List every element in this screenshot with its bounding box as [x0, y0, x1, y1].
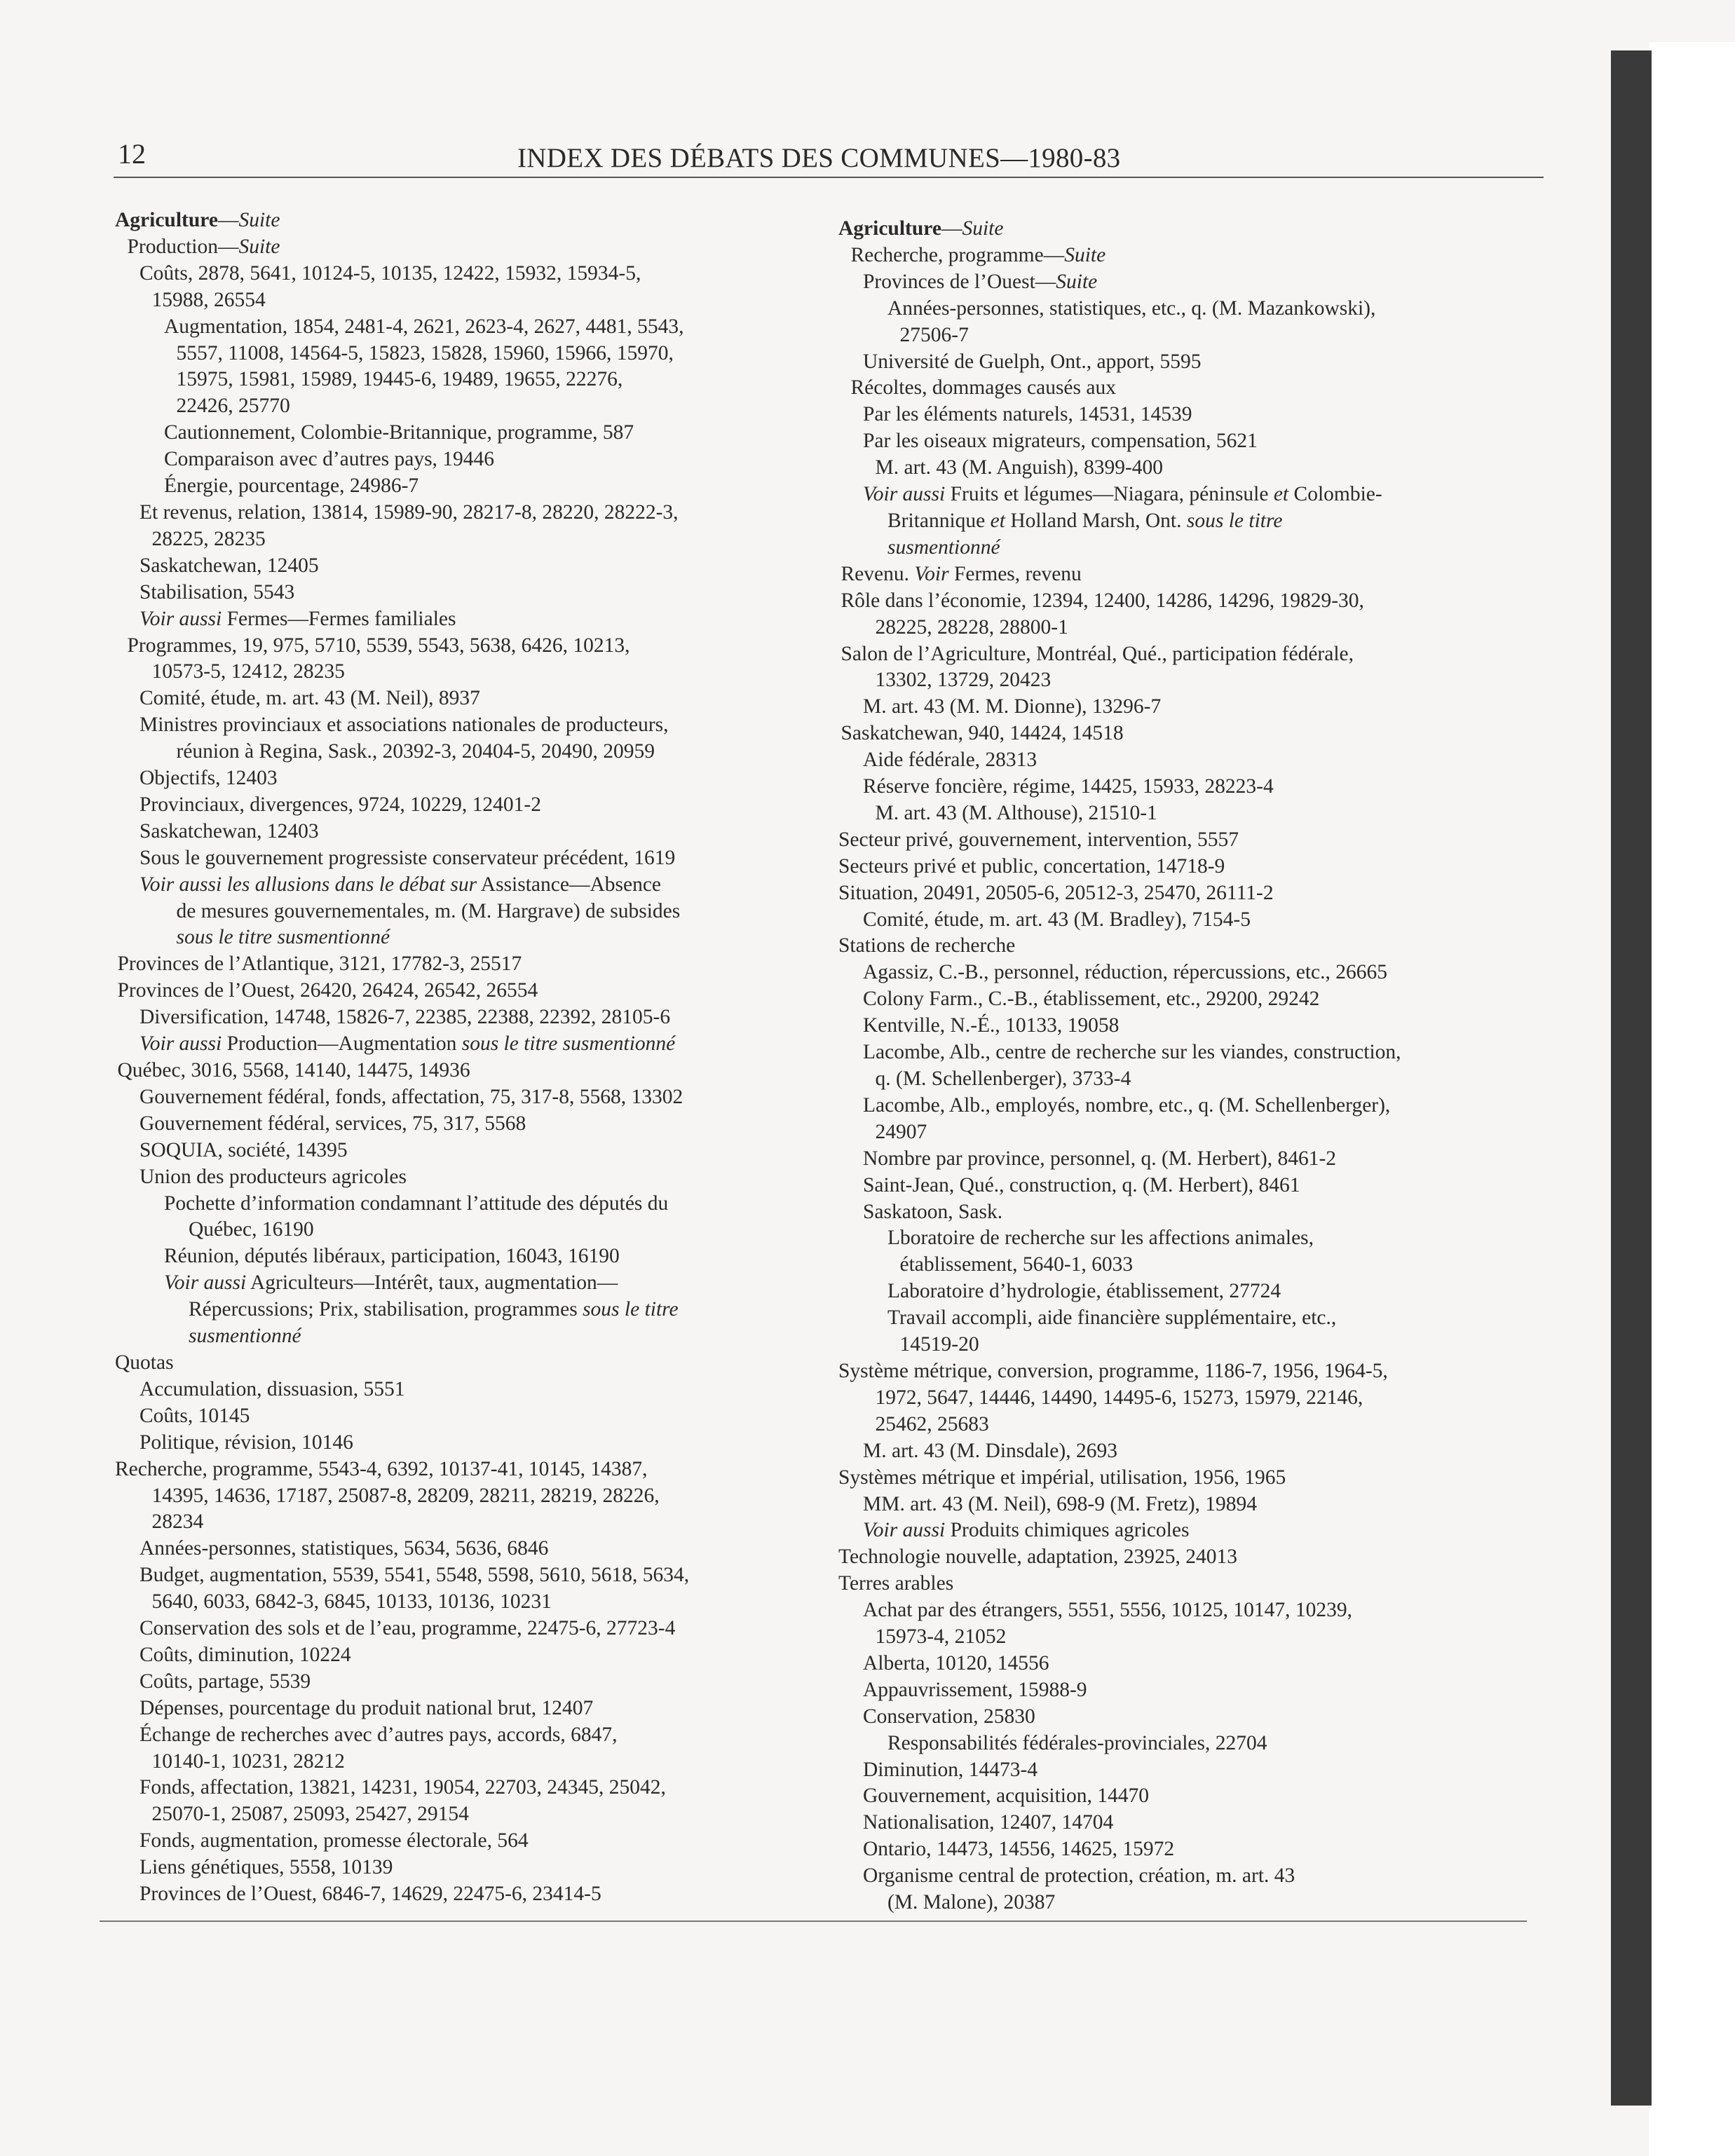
index-entry-text: 5557, 11008, 14564-5, 15823, 15828, 15960, 15966, 15970, [176, 341, 674, 364]
index-entry-text: Terres arables [838, 1572, 954, 1595]
index-entry-text: Lacombe, Alb., centre de recherche sur les viandes, construction, [863, 1041, 1401, 1064]
index-entry-text: Union des producteurs agricoles [140, 1165, 407, 1188]
index-entry-text: Technologie nouvelle, adaptation, 23925, 24013 [838, 1546, 1237, 1569]
index-entry-text: Lacombe, Alb., employés, nombre, etc., q. (M. Schellenberger), [863, 1093, 1391, 1117]
index-entry [838, 747, 1539, 774]
index-entry [838, 588, 1539, 615]
index-entry [115, 420, 788, 446]
page-number: 12 [118, 138, 146, 170]
index-entry-text: Sous le gouvernement progressiste conservateur précédent, 1619 [140, 846, 676, 869]
index-entry [115, 792, 788, 819]
index-entry-text: Saskatoon, Sask. [863, 1200, 1003, 1223]
index-entry [115, 845, 788, 872]
index-entry-text: sous le titre [583, 1298, 679, 1321]
index-entry-text: sous le titre susmentionné [461, 1032, 676, 1056]
index-entry [838, 933, 1539, 960]
index-entry-text: Voir aussi [140, 1032, 222, 1056]
index-entry-text: Voir aussi [863, 1519, 946, 1542]
index-entry [115, 314, 788, 341]
index-entry-text: Responsabilités fédérales-provinciales, 22704 [887, 1731, 1267, 1754]
index-entry [838, 482, 1539, 508]
index-entry-text: Québec, 3016, 5568, 14140, 14475, 14936 [117, 1059, 470, 1082]
index-entry-text: Gouvernement fédéral, services, 75, 317, 5568 [140, 1112, 526, 1135]
index-entry-text: Production—Augmentation [222, 1032, 462, 1056]
index-entry-text: Kentville, N.-É., 10133, 19058 [863, 1014, 1120, 1037]
index-entry [115, 925, 788, 951]
index-entry [115, 606, 788, 633]
index-entry-text: Fermes—Fermes familiales [222, 607, 456, 630]
index-entry [838, 1093, 1539, 1119]
index-entry-text: q. (M. Schellenberger), 3733-4 [875, 1067, 1131, 1090]
index-entry-text: Gouvernement fédéral, fonds, affectation, 75, 317-8, 5568, 13302 [140, 1085, 683, 1108]
index-entry [115, 1881, 788, 1908]
index-entry [838, 375, 1539, 402]
index-entry-text: Coûts, 2878, 5641, 10124-5, 10135, 12422, 15932, 15934-5, [140, 261, 641, 285]
index-entry-text: Alberta, 10120, 14556 [863, 1651, 1049, 1674]
index-entry [115, 526, 788, 553]
index-entry [115, 978, 788, 1004]
index-entry-text: 22426, 25770 [176, 395, 290, 418]
index-entry-text: Augmentation, 1854, 2481-4, 2621, 2623-4, 2627, 4481, 5543, [164, 315, 684, 338]
index-entry-text: Objectifs, 12403 [140, 767, 278, 790]
index-entry-text: Produits chimiques agricoles [945, 1519, 1190, 1542]
index-entry-text: sous le titre susmentionné [176, 926, 390, 949]
index-entry-text: Agriculture [115, 209, 218, 231]
index-entry [115, 261, 788, 287]
index-entry-text: Budget, augmentation, 5539, 5541, 5548, 5598, 5610, 5618, 5634, [140, 1564, 690, 1587]
index-entry [115, 712, 788, 739]
index-entry-text: Comité, étude, m. art. 43 (M. Bradley), 7154-5 [863, 908, 1251, 931]
index-entry [115, 1536, 788, 1562]
index-entry [838, 827, 1539, 854]
index-entry-text: Production— [127, 235, 239, 258]
index-entry-text: 10573-5, 12412, 28235 [151, 660, 345, 683]
index-entry [838, 1332, 1539, 1358]
index-entry [115, 1031, 788, 1058]
index-entry [115, 1377, 788, 1403]
scan-edge-shadow [1611, 50, 1652, 2106]
index-entry [838, 1890, 1539, 1916]
index-entry [838, 1597, 1539, 1624]
index-entry-text: 14519-20 [899, 1333, 979, 1356]
index-entry [115, 1164, 788, 1191]
index-entry [115, 1191, 788, 1217]
index-entry [838, 1704, 1539, 1731]
index-entry-text: Secteur privé, gouvernement, intervention, 5557 [838, 828, 1239, 851]
index-entry [115, 739, 788, 765]
index-entry-text: Assistance—Absence [477, 873, 662, 896]
index-entry [838, 854, 1539, 880]
index-entry-text: 24907 [875, 1120, 927, 1143]
index-entry [838, 1278, 1539, 1305]
index-entry-text: Coûts, 10145 [140, 1404, 250, 1427]
index-entry-text: Programmes, 19, 975, 5710, 5539, 5543, 5638, 6426, 10213, [127, 634, 630, 657]
index-entry-text: de mesures gouvernementales, m. (M. Hargrave) de subsides [176, 899, 681, 922]
index-entry [838, 1651, 1539, 1677]
index-entry [115, 819, 788, 845]
index-entry-text: Colombie- [1288, 483, 1382, 506]
index-entry-text: Stabilisation, 5543 [140, 580, 295, 603]
index-entry-text: Organisme central de protection, création, m. art. 43 [863, 1864, 1295, 1888]
index-entry-text: 15988, 26554 [151, 288, 266, 311]
index-entry-text: Fruits et légumes—Niagara, péninsule [945, 483, 1274, 506]
index-entry [838, 269, 1539, 296]
index-entry-text: Provinciaux, divergences, 9724, 10229, 12401-2 [140, 793, 541, 816]
index-entry [838, 561, 1539, 588]
index-entry-text: et [1273, 483, 1289, 506]
header-rule [114, 177, 1544, 178]
index-entry-text: Suite [962, 217, 1004, 240]
index-entry-text: Nombre par province, personnel, q. (M. Herbert), 8461-2 [863, 1147, 1337, 1170]
index-entry-text: Politique, révision, 10146 [140, 1431, 353, 1454]
index-entry-text: — [941, 217, 962, 240]
index-entry-text: Récoltes, dommages causés aux [850, 376, 1116, 400]
index-entry-text: Suite [238, 235, 280, 258]
index-entry-text: Situation, 20491, 20505-6, 20512-3, 25470, 26111-2 [838, 881, 1274, 904]
index-entry [838, 1836, 1539, 1863]
index-entry [115, 633, 788, 660]
index-entry [838, 1783, 1539, 1810]
index-entry-text: Coûts, partage, 5539 [140, 1670, 311, 1693]
index-entry-text: Nationalisation, 12407, 14704 [863, 1811, 1114, 1834]
index-entry-text: Conservation, 25830 [863, 1705, 1035, 1728]
index-entry [838, 1544, 1539, 1571]
index-entry [115, 1509, 788, 1536]
index-entry [838, 508, 1539, 535]
index-entry-text: Provinces de l’Ouest, 6846-7, 14629, 22475-6, 23414-5 [140, 1883, 601, 1906]
index-entry-text: (M. Malone), 20387 [887, 1891, 1056, 1914]
index-entry [115, 872, 788, 899]
index-entry-text: réunion à Regina, Sask., 20392-3, 20404-5, 20490, 20959 [176, 740, 655, 763]
index-entry [115, 951, 788, 978]
index-entry-text: Québec, 16190 [189, 1218, 314, 1241]
index-entry-text: Recherche, programme, 5543-4, 6392, 10137-41, 10145, 14387, [115, 1457, 648, 1480]
index-entry [838, 1039, 1539, 1066]
index-entry [115, 393, 788, 420]
index-entry-text: Saskatchewan, 12403 [140, 819, 319, 842]
index-column-left [115, 207, 788, 1908]
index-entry-text: Laboratoire d’hydrologie, établissement, 27724 [887, 1280, 1281, 1303]
index-entry [115, 1430, 788, 1456]
index-entry [838, 694, 1539, 721]
index-entry [115, 1562, 788, 1589]
index-entry [115, 659, 788, 685]
index-entry [838, 721, 1539, 747]
index-entry [115, 1722, 788, 1749]
index-entry-text: Secteurs privé et public, concertation, 14718-9 [838, 854, 1225, 878]
index-entry [115, 899, 788, 925]
index-entry-text: Voir aussi [140, 607, 222, 630]
index-entry-text: Agassiz, C.-B., personnel, réduction, répercussions, etc., 26665 [863, 961, 1387, 984]
index-entry-text: MM. art. 43 (M. Neil), 698-9 (M. Fretz), 19894 [863, 1492, 1258, 1515]
index-entry-text: Par les oiseaux migrateurs, compensation, 5621 [863, 430, 1258, 453]
index-entry-text: Voir [914, 562, 949, 585]
index-entry [838, 428, 1539, 455]
index-entry-text: Par les éléments naturels, 14531, 14539 [863, 403, 1192, 426]
index-entry-text: Système métrique, conversion, programme, 1186-7, 1956, 1964-5, [838, 1359, 1388, 1382]
index-entry [838, 1066, 1539, 1093]
index-entry [838, 1863, 1539, 1890]
index-entry [115, 1642, 788, 1669]
index-entry-text: Réserve foncière, régime, 14425, 15933, 28223-4 [863, 775, 1274, 798]
index-entry-text: 28225, 28228, 28800-1 [875, 615, 1068, 639]
index-entry [115, 1297, 788, 1323]
index-entry-text: susmentionné [189, 1325, 301, 1348]
index-entry [115, 1004, 788, 1031]
index-entry [115, 1403, 788, 1430]
index-entry [838, 880, 1539, 907]
index-entry [838, 402, 1539, 428]
index-entry-text: 28234 [151, 1510, 204, 1534]
index-entry [115, 580, 788, 606]
index-entry [838, 535, 1539, 561]
index-entry [838, 1173, 1539, 1199]
index-entry [115, 1111, 788, 1138]
index-entry-text: Énergie, pourcentage, 24986-7 [164, 475, 419, 498]
index-entry-text: Provinces de l’Ouest— [863, 270, 1056, 293]
index-entry-text: Rôle dans l’économie, 12394, 12400, 14286, 14296, 19829-30, [841, 589, 1364, 612]
index-entry-text: 1972, 5647, 14446, 14490, 14495-6, 15273, 15979, 22146, [875, 1386, 1363, 1409]
index-entry [115, 1483, 788, 1510]
index-entry [838, 1465, 1539, 1492]
footer-rule [100, 1920, 1527, 1922]
index-entry [115, 1828, 788, 1855]
index-entry [838, 1146, 1539, 1173]
index-entry-text: M. art. 43 (M. M. Dionne), 13296-7 [863, 695, 1162, 718]
index-entry [115, 500, 788, 526]
index-entry-text: Échange de recherches avec d’autres pays, accords, 6847, [140, 1723, 618, 1746]
index-entry [115, 207, 788, 234]
index-entry-text: Accumulation, dissuasion, 5551 [140, 1377, 405, 1400]
index-entry-text: Saskatchewan, 12405 [140, 554, 319, 577]
index-entry-text: SOQUIA, société, 14395 [140, 1138, 348, 1161]
index-entry [115, 1323, 788, 1350]
index-entry-text: Agriculture [838, 217, 941, 240]
index-entry-text: Et revenus, relation, 13814, 15989-90, 28217-8, 28220, 28222-3, [140, 500, 679, 524]
index-entry-text: 28225, 28235 [151, 527, 266, 550]
index-entry-text: Provinces de l’Atlantique, 3121, 17782-3, 25517 [117, 953, 522, 976]
index-entry [115, 1138, 788, 1164]
index-entry-text: 14395, 14636, 17187, 25087-8, 28209, 28211, 28219, 28226, [151, 1484, 660, 1507]
index-entry [115, 1749, 788, 1775]
index-entry [115, 287, 788, 314]
index-entry [838, 1305, 1539, 1332]
index-entry-text: Saint-Jean, Qué., construction, q. (M. Herbert), 8461 [863, 1173, 1300, 1196]
index-entry-text: Agriculteurs—Intérêt, taux, augmentation— [246, 1271, 618, 1295]
index-entry-text: Voir aussi [164, 1271, 247, 1295]
index-entry [838, 641, 1539, 668]
index-entry-text: 15975, 15981, 15989, 19445-6, 19489, 19655, 22276, [176, 368, 623, 391]
index-entry-text: Holland Marsh, Ont. [1005, 509, 1187, 532]
index-entry [838, 1810, 1539, 1836]
index-entry-text: Achat par des étrangers, 5551, 5556, 10125, 10147, 10239, [863, 1599, 1353, 1622]
index-entry [115, 473, 788, 500]
index-entry-text: Dépenses, pourcentage du produit national brut, 12407 [140, 1696, 594, 1719]
index-entry [115, 1217, 788, 1243]
index-entry-text: Appauvrissement, 15988-9 [863, 1678, 1087, 1701]
index-entry [838, 1252, 1539, 1278]
index-entry-text: Ministres provinciaux et associations nationales de producteurs, [140, 714, 669, 737]
index-entry-text: Saskatchewan, 940, 14424, 14518 [841, 722, 1124, 745]
index-entry [838, 1438, 1539, 1465]
index-entry [838, 800, 1539, 827]
index-entry [115, 234, 788, 261]
index-entry-text: Voir aussi les allusions dans le débat sur [140, 873, 477, 896]
index-entry [838, 1412, 1539, 1438]
index-entry-text: 15973-4, 21052 [875, 1625, 1007, 1649]
index-entry-text: Réunion, députés libéraux, participation, 16043, 16190 [164, 1245, 620, 1268]
running-title: INDEX DES DÉBATS DES COMMUNES—1980-83 [517, 143, 1121, 173]
index-entry-text: Coûts, diminution, 10224 [140, 1643, 351, 1666]
index-entry-text: Provinces de l’Ouest, 26420, 26424, 26542, 26554 [117, 979, 538, 1002]
index-entry-text: M. art. 43 (M. Anguish), 8399-400 [875, 456, 1164, 479]
index-entry [838, 667, 1539, 694]
index-column-right [838, 216, 1539, 1916]
index-entry-text: Stations de recherche [838, 934, 1016, 957]
index-entry-text: Fonds, augmentation, promesse électorale, 564 [140, 1829, 529, 1853]
index-entry [115, 1270, 788, 1297]
index-entry-text: Britannique [887, 509, 991, 532]
index-entry-text: 25070-1, 25087, 25093, 25427, 29154 [151, 1803, 469, 1826]
index-entry [838, 1757, 1539, 1784]
index-entry-text: Ontario, 14473, 14556, 14625, 15972 [863, 1838, 1175, 1861]
index-entry-text: Salon de l’Agriculture, Montréal, Qué., participation fédérale, [841, 642, 1354, 665]
index-entry [838, 349, 1539, 376]
index-entry [115, 1855, 788, 1881]
index-entry-text: Systèmes métrique et impérial, utilisation, 1956, 1965 [838, 1466, 1286, 1489]
index-entry [115, 1589, 788, 1616]
index-entry [115, 1084, 788, 1111]
index-entry [838, 1571, 1539, 1597]
index-entry-text: Suite [238, 209, 280, 231]
index-entry-text: Conservation des sols et de l’eau, programme, 22475-6, 27723-4 [140, 1617, 676, 1640]
index-entry [838, 1517, 1539, 1544]
scan-margin [1649, 42, 1735, 2156]
index-entry [838, 1199, 1539, 1226]
index-entry-text: 5640, 6033, 6842-3, 6845, 10133, 10136, 10231 [151, 1590, 552, 1613]
index-entry [838, 986, 1539, 1013]
index-entry-text: Diminution, 14473-4 [863, 1758, 1038, 1781]
index-entry [115, 553, 788, 580]
index-entry-text: Diversification, 14748, 15826-7, 22385, 22388, 22392, 28105-6 [140, 1006, 671, 1029]
index-entry-text: Aide fédérale, 28313 [863, 749, 1037, 772]
index-entry [115, 685, 788, 712]
index-entry-text: Fermes, revenu [948, 562, 1082, 585]
index-entry [115, 341, 788, 367]
index-entry [115, 446, 788, 473]
index-entry [115, 1058, 788, 1084]
index-entry [838, 1624, 1539, 1651]
index-entry-text: Années-personnes, statistiques, 5634, 5636, 6846 [140, 1537, 549, 1560]
index-entry-text: susmentionné [887, 535, 1000, 559]
index-entry-text: établissement, 5640-1, 6033 [899, 1253, 1134, 1276]
index-entry-text: Gouvernement, acquisition, 14470 [863, 1785, 1150, 1808]
index-entry [838, 296, 1539, 322]
index-entry-text: Fonds, affectation, 13821, 14231, 19054, 22703, 24345, 25042, [140, 1776, 666, 1799]
index-entry [115, 1243, 788, 1270]
index-entry-text: Liens génétiques, 5558, 10139 [140, 1856, 393, 1879]
index-entry [115, 1669, 788, 1696]
index-entry-text: Université de Guelph, Ont., apport, 5595 [863, 350, 1202, 373]
index-entry [115, 367, 788, 393]
index-entry [838, 322, 1539, 349]
index-entry-text: — [217, 209, 239, 231]
index-entry-text: Colony Farm., C.-B., établissement, etc., 29200, 29242 [863, 988, 1320, 1011]
index-entry-text: Revenu. [841, 562, 915, 585]
index-entry [838, 216, 1539, 243]
index-entry [838, 455, 1539, 482]
index-entry-text: Suite [1064, 243, 1106, 266]
index-entry [838, 1492, 1539, 1518]
index-entry [115, 1801, 788, 1828]
index-entry [838, 1358, 1539, 1385]
index-entry-text: Pochette d’information condamnant l’attitude des députés du [164, 1192, 669, 1215]
index-entry-text: Travail accompli, aide financière supplémentaire, etc., [887, 1306, 1337, 1330]
index-entry-text: Quotas [115, 1351, 174, 1374]
index-entry-text: Lboratoire de recherche sur les affections animales, [887, 1227, 1314, 1250]
index-entry [838, 1731, 1539, 1757]
index-entry [838, 960, 1539, 986]
index-entry-text: Répercussions; Prix, stabilisation, programmes [189, 1298, 583, 1321]
index-entry [838, 774, 1539, 800]
index-entry-text: et [990, 509, 1005, 532]
index-entry [838, 243, 1539, 269]
index-entry [838, 907, 1539, 934]
index-entry-text: Années-personnes, statistiques, etc., q. (M. Mazankowski), [887, 296, 1376, 320]
index-entry-text: Voir aussi [863, 483, 946, 506]
index-entry [115, 1456, 788, 1483]
index-entry-text: Comité, étude, m. art. 43 (M. Neil), 8937 [140, 687, 480, 710]
index-entry [115, 1775, 788, 1801]
index-entry-text: sous le titre [1186, 509, 1283, 532]
index-entry [838, 1013, 1539, 1039]
index-entry [838, 615, 1539, 641]
index-entry [838, 1677, 1539, 1704]
index-entry [115, 1696, 788, 1722]
index-entry-text: M. art. 43 (M. Althouse), 21510-1 [875, 801, 1157, 824]
index-entry [838, 1119, 1539, 1146]
index-entry-text: 10140-1, 10231, 28212 [151, 1749, 345, 1773]
index-entry-text: Recherche, programme— [850, 243, 1065, 266]
index-entry-text: M. art. 43 (M. Dinsdale), 2693 [863, 1439, 1117, 1462]
index-entry-text: Cautionnement, Colombie-Britannique, programme, 587 [164, 421, 634, 444]
index-entry [838, 1385, 1539, 1412]
index-entry [115, 1350, 788, 1377]
index-entry-text: Comparaison avec d’autres pays, 19446 [164, 448, 495, 471]
index-entry-text: 13302, 13729, 20423 [875, 669, 1052, 692]
index-entry-text: 25462, 25683 [875, 1412, 989, 1435]
index-entry [838, 1225, 1539, 1252]
index-entry-text: Suite [1056, 270, 1098, 293]
index-entry [115, 1616, 788, 1642]
index-entry [115, 765, 788, 792]
index-entry-text: 27506-7 [899, 323, 969, 346]
